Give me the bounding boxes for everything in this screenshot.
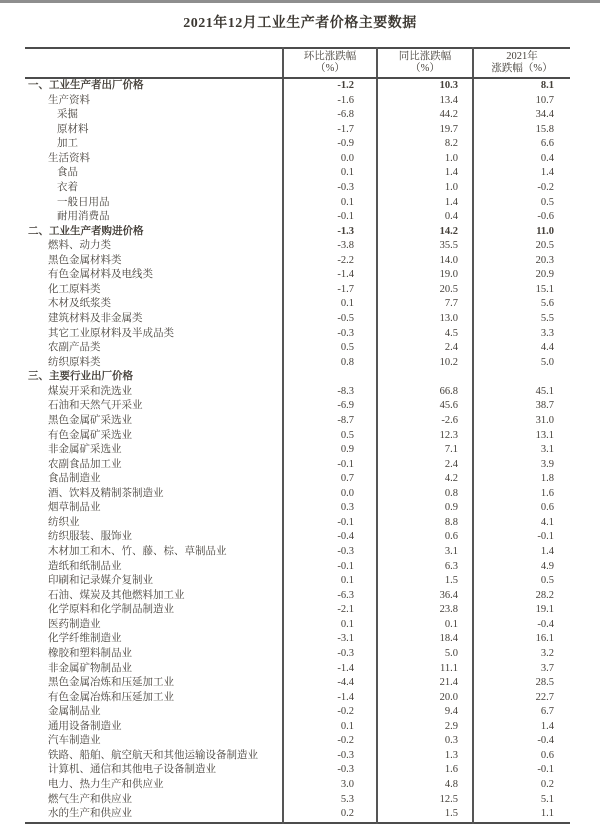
row-value-col0: -1.7 — [283, 283, 377, 298]
row-value-col2: 0.6 — [473, 749, 570, 764]
row-label: 通用设备制造业 — [48, 720, 122, 732]
row-label: 三、主要行业出厂价格 — [28, 371, 133, 383]
row-value-col1: -2.6 — [377, 414, 473, 429]
row-value-col1: 4.8 — [377, 778, 473, 793]
row-value-col2: 4.4 — [473, 341, 570, 356]
row-label: 化学原料和化学制品制造业 — [48, 604, 174, 616]
header-annual-change — [473, 48, 570, 78]
row-value-col2: 15.8 — [473, 123, 570, 138]
row-value-col1: 9.4 — [377, 705, 473, 720]
table-row — [25, 225, 570, 240]
row-value-col2: 1.4 — [473, 720, 570, 735]
row-value-col2: 3.2 — [473, 647, 570, 662]
table-row — [25, 123, 570, 138]
row-value-col1: 0.6 — [377, 530, 473, 545]
row-value-col1: 7.1 — [377, 443, 473, 458]
row-value-col0: -0.3 — [283, 327, 377, 342]
table-row — [25, 676, 570, 691]
row-value-col2: 20.3 — [473, 254, 570, 269]
row-value-col0: 0.2 — [283, 807, 377, 823]
table-row — [25, 210, 570, 225]
row-value-col0: -6.9 — [283, 399, 377, 414]
row-value-col0: 0.1 — [283, 574, 377, 589]
row-value-col1: 14.2 — [377, 225, 473, 240]
row-label: 医药制造业 — [48, 618, 101, 630]
row-value-col0: -3.8 — [283, 239, 377, 254]
header-mom-line1: 环比涨跌幅 — [303, 50, 357, 62]
table-row — [25, 530, 570, 545]
row-value-col2: 16.1 — [473, 632, 570, 647]
row-value-col2: 8.1 — [473, 78, 570, 94]
table-row — [25, 370, 570, 385]
row-value-col2 — [473, 370, 570, 385]
row-value-col1: 1.4 — [377, 166, 473, 181]
row-value-col1: 12.5 — [377, 793, 473, 808]
table-row — [25, 356, 570, 371]
table-row — [25, 283, 570, 298]
table-row — [25, 443, 570, 458]
row-label: 生产资料 — [48, 94, 90, 106]
table-row — [25, 793, 570, 808]
row-value-col0: -8.7 — [283, 414, 377, 429]
row-value-col0: 5.3 — [283, 793, 377, 808]
row-value-col0: -4.4 — [283, 676, 377, 691]
row-value-col0: 3.0 — [283, 778, 377, 793]
row-value-col0: 0.9 — [283, 443, 377, 458]
table-row — [25, 152, 570, 167]
row-label: 一、工业生产者出厂价格 — [28, 80, 144, 91]
table-row — [25, 181, 570, 196]
header-yoy-change — [377, 48, 473, 78]
row-value-col2: 4.1 — [473, 516, 570, 531]
row-value-col2: 1.6 — [473, 487, 570, 502]
row-value-col2: 31.0 — [473, 414, 570, 429]
row-value-col2: 1.4 — [473, 166, 570, 181]
row-label: 燃气生产和供应业 — [48, 793, 132, 805]
row-value-col1: 3.1 — [377, 545, 473, 560]
row-value-col1: 6.3 — [377, 560, 473, 575]
row-label: 生活资料 — [48, 152, 90, 164]
row-value-col1: 1.0 — [377, 152, 473, 167]
table-row — [25, 239, 570, 254]
table-row — [25, 501, 570, 516]
row-value-col1: 11.1 — [377, 662, 473, 677]
row-label: 有色金属冶炼和压延加工业 — [48, 691, 174, 703]
row-label: 黑色金属矿采选业 — [48, 414, 132, 426]
row-value-col2: 5.6 — [473, 297, 570, 312]
row-value-col1: 66.8 — [377, 385, 473, 400]
row-value-col2: 45.1 — [473, 385, 570, 400]
row-value-col2: -0.6 — [473, 210, 570, 225]
row-value-col2: 20.5 — [473, 239, 570, 254]
row-value-col1: 21.4 — [377, 676, 473, 691]
row-value-col0: 0.0 — [283, 487, 377, 502]
row-label: 木材加工和木、竹、藤、棕、草制品业 — [48, 546, 227, 557]
header-mom-change — [283, 48, 377, 78]
row-label: 食品 — [57, 167, 78, 179]
row-label: 非金属矿采选业 — [48, 444, 122, 456]
row-value-col0: -0.9 — [283, 137, 377, 152]
table-row — [25, 632, 570, 647]
header-annual-line2: 涨跌幅（%） — [491, 63, 553, 74]
row-value-col1: 18.4 — [377, 632, 473, 647]
row-value-col0: -0.3 — [283, 181, 377, 196]
table-row — [25, 807, 570, 823]
table-row — [25, 312, 570, 327]
row-label: 黑色金属冶炼和压延加工业 — [48, 677, 174, 689]
row-value-col1: 44.2 — [377, 108, 473, 123]
row-value-col0: -8.3 — [283, 385, 377, 400]
row-value-col2: 1.1 — [473, 807, 570, 823]
row-value-col2: 6.7 — [473, 705, 570, 720]
row-value-col0: -0.3 — [283, 647, 377, 662]
row-value-col0: -1.6 — [283, 94, 377, 109]
row-value-col0: 0.1 — [283, 297, 377, 312]
table-row — [25, 399, 570, 414]
row-label: 纺织服装、服饰业 — [48, 531, 132, 543]
row-value-col2: 1.8 — [473, 472, 570, 487]
row-value-col0: 0.5 — [283, 429, 377, 444]
row-value-col0: 0.1 — [283, 618, 377, 633]
row-value-col2: 0.5 — [473, 196, 570, 211]
row-value-col0: -1.2 — [283, 78, 377, 94]
row-value-col2: -0.1 — [473, 530, 570, 545]
row-value-col2: 0.4 — [473, 152, 570, 167]
row-label: 烟草制品业 — [48, 502, 101, 514]
row-value-col1: 2.4 — [377, 341, 473, 356]
row-value-col0: -6.8 — [283, 108, 377, 123]
row-value-col2: 22.7 — [473, 691, 570, 706]
row-label: 食品制造业 — [48, 473, 101, 485]
row-value-col2: 28.2 — [473, 589, 570, 604]
row-value-col2: -0.4 — [473, 734, 570, 749]
row-label: 二、工业生产者购进价格 — [28, 225, 144, 237]
row-label: 有色金属材料及电线类 — [48, 269, 153, 281]
row-value-col0: 0.3 — [283, 501, 377, 516]
row-label: 橡胶和塑料制品业 — [48, 647, 132, 659]
row-value-col0: 0.1 — [283, 166, 377, 181]
table-row — [25, 327, 570, 342]
row-value-col2: 4.9 — [473, 560, 570, 575]
producer-price-table — [25, 47, 570, 824]
row-label: 衣着 — [57, 181, 78, 193]
row-label: 燃料、动力类 — [48, 240, 111, 252]
row-value-col2: 15.1 — [473, 283, 570, 298]
row-value-col0: -0.1 — [283, 458, 377, 473]
table-row — [25, 458, 570, 473]
row-value-col2: 3.7 — [473, 662, 570, 677]
row-value-col1: 1.5 — [377, 574, 473, 589]
row-label: 水的生产和供应业 — [48, 808, 132, 820]
row-value-col1: 23.8 — [377, 603, 473, 618]
row-value-col0: -0.1 — [283, 560, 377, 575]
row-value-col2: 10.7 — [473, 94, 570, 109]
table-row — [25, 516, 570, 531]
table-row — [25, 734, 570, 749]
row-value-col1: 0.1 — [377, 618, 473, 633]
row-value-col2: -0.4 — [473, 618, 570, 633]
header-annual-line1: 2021年 — [506, 50, 538, 62]
row-label: 原材料 — [57, 123, 89, 135]
table-row — [25, 94, 570, 109]
row-label: 纺织原料类 — [48, 356, 101, 368]
table-row — [25, 662, 570, 677]
row-label: 耐用消费品 — [57, 211, 110, 223]
row-label: 其它工业原材料及半成品类 — [48, 327, 174, 339]
table-row — [25, 297, 570, 312]
page-title: 2021年12月工业生产者价格主要数据 — [183, 16, 417, 31]
row-label: 农副产品类 — [48, 342, 101, 354]
row-value-col0: 0.5 — [283, 341, 377, 356]
row-value-col1: 1.6 — [377, 763, 473, 778]
table-row — [25, 414, 570, 429]
row-label: 铁路、船舶、航空航天和其他运输设备制造业 — [48, 749, 258, 761]
row-label: 农副食品加工业 — [48, 458, 122, 470]
row-value-col1: 2.4 — [377, 458, 473, 473]
row-value-col0: -0.5 — [283, 312, 377, 327]
row-value-col1: 1.4 — [377, 196, 473, 211]
row-value-col2: 5.5 — [473, 312, 570, 327]
row-label: 印刷和记录媒介复制业 — [48, 575, 153, 587]
row-value-col1: 35.5 — [377, 239, 473, 254]
table-row — [25, 429, 570, 444]
row-label: 煤炭开采和洗选业 — [48, 385, 132, 397]
table-row — [25, 137, 570, 152]
table-row — [25, 487, 570, 502]
row-value-col0: 0.1 — [283, 196, 377, 211]
row-value-col1: 1.0 — [377, 181, 473, 196]
row-value-col1: 45.6 — [377, 399, 473, 414]
row-value-col2: 5.0 — [473, 356, 570, 371]
row-label: 汽车制造业 — [48, 735, 101, 747]
row-value-col0: -0.2 — [283, 705, 377, 720]
row-value-col2: 0.2 — [473, 778, 570, 793]
table-row — [25, 254, 570, 269]
row-value-col2: 1.4 — [473, 545, 570, 560]
row-value-col2: 13.1 — [473, 429, 570, 444]
row-value-col1 — [377, 370, 473, 385]
row-value-col0: -1.4 — [283, 662, 377, 677]
row-value-col0: 0.8 — [283, 356, 377, 371]
table-body — [25, 78, 570, 823]
row-label: 木材及纸浆类 — [48, 298, 111, 310]
row-value-col2: 0.5 — [473, 574, 570, 589]
row-value-col1: 19.0 — [377, 268, 473, 283]
row-label: 金属制品业 — [48, 706, 101, 718]
row-value-col1: 20.0 — [377, 691, 473, 706]
row-value-col2: 6.6 — [473, 137, 570, 152]
row-value-col2: 5.1 — [473, 793, 570, 808]
row-value-col2: -0.2 — [473, 181, 570, 196]
row-label: 纺织业 — [48, 516, 80, 528]
row-label: 一般日用品 — [57, 196, 110, 208]
table-row — [25, 78, 570, 94]
table-row — [25, 341, 570, 356]
table-row — [25, 647, 570, 662]
row-value-col2: 20.9 — [473, 268, 570, 283]
row-value-col2: 19.1 — [473, 603, 570, 618]
row-value-col0: -0.2 — [283, 734, 377, 749]
row-value-col0: -1.4 — [283, 268, 377, 283]
row-value-col0: -0.1 — [283, 516, 377, 531]
row-value-col2: 11.0 — [473, 225, 570, 240]
table-row — [25, 763, 570, 778]
row-label: 石油和天然气开采业 — [48, 400, 143, 412]
table-row — [25, 618, 570, 633]
row-value-col1: 13.0 — [377, 312, 473, 327]
row-label: 有色金属矿采选业 — [48, 429, 132, 441]
table-row — [25, 472, 570, 487]
row-label: 计算机、通信和其他电子设备制造业 — [48, 764, 216, 776]
header-label-cell — [25, 48, 283, 78]
row-value-col1: 0.4 — [377, 210, 473, 225]
row-value-col1: 4.2 — [377, 472, 473, 487]
table-row — [25, 720, 570, 735]
row-value-col0: -0.4 — [283, 530, 377, 545]
row-value-col1: 19.7 — [377, 123, 473, 138]
row-value-col0: -6.3 — [283, 589, 377, 604]
row-value-col2: 28.5 — [473, 676, 570, 691]
header-row — [25, 48, 570, 78]
row-value-col1: 0.8 — [377, 487, 473, 502]
table-row — [25, 196, 570, 211]
row-value-col1: 8.8 — [377, 516, 473, 531]
row-label: 加工 — [57, 138, 78, 150]
row-value-col0: -2.1 — [283, 603, 377, 618]
row-value-col1: 20.5 — [377, 283, 473, 298]
row-value-col2: 0.6 — [473, 501, 570, 516]
row-value-col1: 0.3 — [377, 734, 473, 749]
row-value-col0: 0.0 — [283, 152, 377, 167]
table-row — [25, 574, 570, 589]
row-value-col1: 5.0 — [377, 647, 473, 662]
table-row — [25, 108, 570, 123]
row-value-col0 — [283, 370, 377, 385]
row-value-col1: 0.9 — [377, 501, 473, 516]
row-value-col1: 13.4 — [377, 94, 473, 109]
row-label: 建筑材料及非金属类 — [48, 313, 143, 324]
row-label: 化学纤维制造业 — [48, 633, 122, 645]
row-label: 黑色金属材料类 — [48, 254, 122, 266]
row-value-col0: -2.2 — [283, 254, 377, 269]
table-row — [25, 778, 570, 793]
row-value-col0: -3.1 — [283, 632, 377, 647]
row-value-col0: -0.3 — [283, 763, 377, 778]
row-value-col0: 0.1 — [283, 720, 377, 735]
row-label: 造纸和纸制品业 — [48, 560, 122, 572]
row-label: 电力、热力生产和供应业 — [48, 779, 164, 790]
table-row — [25, 749, 570, 764]
row-value-col1: 8.2 — [377, 137, 473, 152]
row-value-col1: 10.2 — [377, 356, 473, 371]
row-value-col1: 10.3 — [377, 78, 473, 94]
table-row — [25, 268, 570, 283]
row-value-col0: -0.1 — [283, 210, 377, 225]
row-value-col1: 36.4 — [377, 589, 473, 604]
table-header — [25, 48, 570, 78]
table-row — [25, 603, 570, 618]
table-row — [25, 691, 570, 706]
row-value-col1: 2.9 — [377, 720, 473, 735]
table-row — [25, 166, 570, 181]
table-row — [25, 385, 570, 400]
row-value-col2: 3.3 — [473, 327, 570, 342]
row-value-col1: 12.3 — [377, 429, 473, 444]
row-label: 非金属矿物制品业 — [48, 662, 132, 674]
header-mom-line2: （%） — [315, 63, 345, 74]
row-value-col0: -0.3 — [283, 545, 377, 560]
row-value-col1: 4.5 — [377, 327, 473, 342]
row-value-col1: 14.0 — [377, 254, 473, 269]
row-value-col2: -0.1 — [473, 763, 570, 778]
row-value-col2: 3.9 — [473, 458, 570, 473]
row-label: 酒、饮料及精制茶制造业 — [48, 487, 164, 499]
table-row — [25, 705, 570, 720]
row-value-col0: -1.3 — [283, 225, 377, 240]
row-value-col0: 0.7 — [283, 472, 377, 487]
table-row — [25, 560, 570, 575]
row-value-col0: -1.7 — [283, 123, 377, 138]
row-label: 石油、煤炭及其他燃料加工业 — [48, 589, 185, 601]
row-value-col2: 34.4 — [473, 108, 570, 123]
table-row — [25, 545, 570, 560]
row-value-col2: 3.1 — [473, 443, 570, 458]
row-label: 采掘 — [57, 109, 78, 121]
row-value-col2: 38.7 — [473, 399, 570, 414]
row-value-col0: -0.3 — [283, 749, 377, 764]
table-row — [25, 589, 570, 604]
row-value-col1: 1.5 — [377, 807, 473, 823]
top-edge-bar — [0, 0, 600, 3]
row-value-col1: 7.7 — [377, 297, 473, 312]
row-label: 化工原料类 — [48, 283, 101, 295]
row-value-col0: -1.4 — [283, 691, 377, 706]
row-value-col1: 1.3 — [377, 749, 473, 764]
header-yoy-line2: （%） — [410, 63, 440, 74]
header-yoy-line1: 同比涨跌幅 — [398, 50, 452, 62]
